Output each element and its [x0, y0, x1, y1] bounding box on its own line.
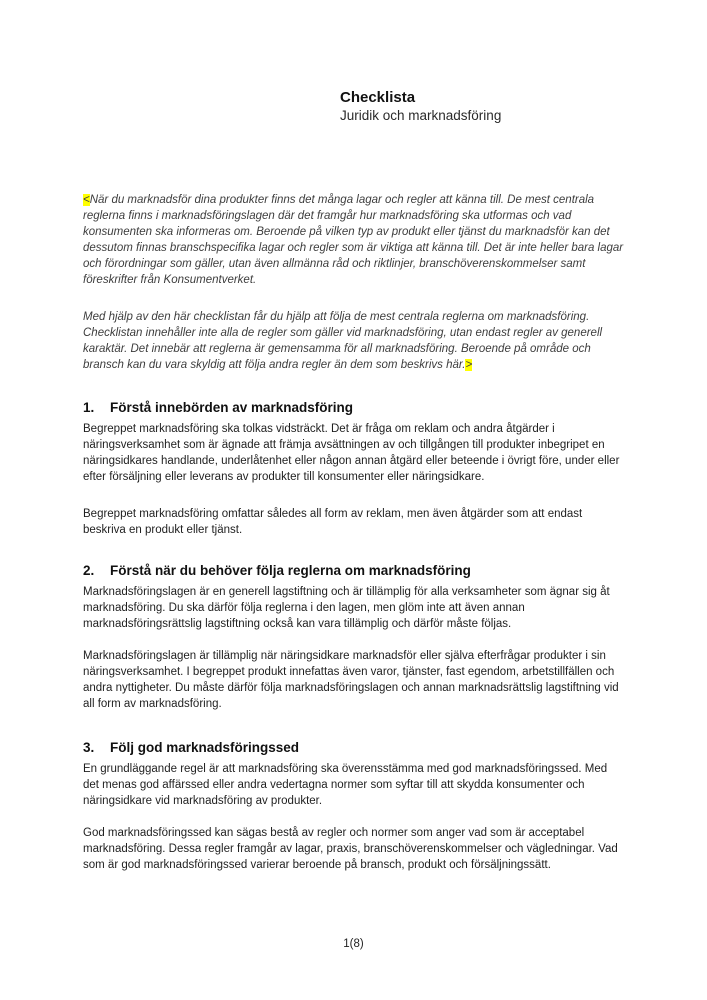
intro-paragraph-2	[83, 309, 626, 373]
section-1-paragraph-1: Begreppet marknadsföring ska tolkas vidsträckt. Det är fråga om reklam och andra åtgärder i näringsverksamhet som är ägnade att främja avsättningen av och tillgången till produkter inbegripet en näringsidkares handlande, underlåtenhet eller någon annan åtgärd eller beteende i övrigt före, under eller efter försäljning eller leverans av produkter till konsumenter eller näringsidkare.	[83, 423, 620, 483]
section-1-heading	[83, 399, 626, 416]
section-3-number: 3.	[83, 740, 95, 755]
page-subtitle: Juridik och marknadsföring	[340, 108, 502, 123]
intro-paragraph-2-text: Med hjälp av den här checklistan får du hjälp att följa de mest centrala reglerna om marknadsföring. Checklistan innehåller inte alla de regler som gäller vid marknadsföring, utan endast regler av generell karaktär. Det innebär att reglerna är gemensamma för all marknadsföring. Beroende på område och bransch kan du vara skyldig att följa andra regler än dem som beskrivs här.	[83, 311, 603, 371]
highlight-close-mark: >	[465, 359, 473, 371]
section-3-paragraph-1: En grundläggande regel är att marknadsföring ska överensstämma med god marknadsföringssed. Med det menas god affärssed eller andra vedertagna normer som syftar till att skydda konsumenter och näringsidkare vid marknadsföring av produkter.	[83, 763, 608, 807]
section-1-title: Förstå innebörden av marknadsföring	[110, 400, 354, 415]
title-block	[340, 88, 626, 124]
section-2-paragraph-1: Marknadsföringslagen är en generell lagstiftning och är tillämplig för alla verksamheter som ägnar sig åt marknadsföring. Du ska därför följa reglerna i den lagen, men glöm inte att även annan marknadsföringsrättslig lagstiftning också kan vara tillämplig och därför måste följas.	[83, 586, 610, 630]
section-1-paragraph-2: Begreppet marknadsföring omfattar således all form av reklam, men även åtgärder som att endast beskriva en produkt eller tjänst.	[83, 508, 583, 536]
section-3-paragraph-2: God marknadsföringssed kan sägas bestå av regler och normer som anger vad som är acceptabel marknadsföring. Dessa regler framgår av lagar, praxis, branschöverenskommelser och vägledningar. Vad som är god marknadsföringssed varierar beroende på bransch, produkt och försäljningssätt.	[83, 827, 618, 871]
section-1-number: 1.	[83, 400, 95, 415]
intro-paragraph-1	[83, 192, 626, 288]
section-2-number: 2.	[83, 563, 95, 578]
section-3-heading	[83, 739, 626, 756]
section-2-title: Förstå när du behöver följa reglerna om marknadsföring	[110, 563, 471, 578]
page-title: Checklista	[340, 89, 416, 106]
highlight-open-mark: <	[83, 194, 90, 206]
section-3-title: Följ god marknadsföringssed	[110, 740, 300, 755]
intro-paragraph-1-text: När du marknadsför dina produkter finns det många lagar och regler att känna till. De mest centrala reglerna finns i marknadsföringslagen där det framgår hur marknadsföring ska utformas och vad konsumenten ska informeras om. Beroende på vilken typ av produkt eller tjänst du marknadsför kan det dessutom finnas branschspecifika lagar och regler som är viktiga att känna till. Det är inte heller bara lagar och förordningar som gäller, utan även allmänna råd och riktlinjer, branschöverenskommelser samt föreskrifter från Konsumentverket.	[83, 194, 624, 286]
section-2-paragraph-2: Marknadsföringslagen är tillämplig när näringsidkare marknadsför eller själva efterfrågar produkter i sin näringsverksamhet. I begreppet produkt innefattas även varor, tjänster, fast egendom, arbetstillfällen och andra nyttigheter. Du måste därför följa marknadsföringslagen och annan marknadsrättslig lagstiftning vid all form av marknadsföring.	[83, 650, 619, 710]
section-2-heading	[83, 562, 626, 579]
footer-page-number: 1(8)	[343, 938, 364, 950]
